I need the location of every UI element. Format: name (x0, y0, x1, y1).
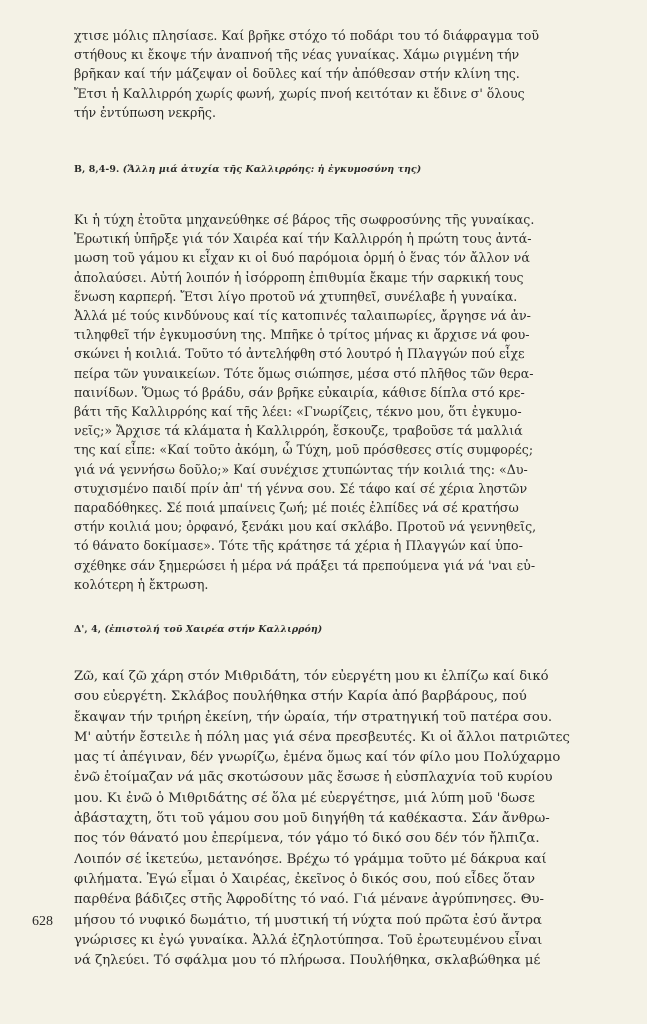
text-line: νεῖς;» Ἄρχισε τά κλάματα ἡ Καλλιρρόη, ἔσκουζε, τραβοῦσε τά μαλλιά (74, 423, 523, 439)
text-line: Μ' αὐτήν ἔστειλε ἡ πόλη μας γιά σένα πρεσβευτές. Κι οἱ ἄλλοι πατριῶτες (74, 729, 570, 745)
text-line: ἀπολαύσει. Αὐτή λοιπόν ἡ ἰσόρροπη ἐπιθυμία ἔκαμε τήν σαρκική τους (74, 269, 524, 285)
text-line: κολότερη ἡ ἔκτρωση. (74, 576, 209, 592)
text-line: χτισε μόλις πλησίασε. Καί βρῆκε στόχο τό ποδάρι του τό διάφραγμα τοῦ (74, 28, 539, 43)
text-line: βάτι τῆς Καλλιρρόης καί τῆς λέει: «Γνωρίζεις, τέκνο μου, ὅτι ἐγκυμο- (74, 404, 522, 420)
text-line: παινίδων. Ὅμως τό βράδυ, σάν βρῆκε εὐκαιρία, κάθισε δίπλα στό κρε- (74, 384, 525, 400)
text-line: Κι ἡ τύχη ἐτοῦτα μηχανεύθηκε σέ βάρος τῆς σωφροσύνης τῆς γυναίκας. (74, 212, 535, 227)
text-line: Ἐρωτική ὑπῆρξε γιά τόν Χαιρέα καί τήν Καλλιρρόη ἡ πρώτη τους ἀντά- (74, 231, 532, 247)
text-line: πείρα τῶν γυναικείων. Τότε ὅμως σιώπησε, μέσα στό πλῆθος τῶν θερα- (74, 365, 534, 381)
text-line: στυχισμένο παιδί πρίν ἀπ' τή γέννα σου. Σέ τάφο καί σέ χέρια ληστῶν (74, 480, 528, 496)
text-line: της καί εἶπε: «Καί τοῦτο ἀκόμη, ὦ Τύχη, μοῦ πρόσθεσες στίς συμφορές; (74, 442, 534, 458)
text-line: παρθένα βάδιζες στῆς Ἀφροδίτης τό ναό. Γιά μένανε ἀγρύπνησες. Θυ- (74, 892, 545, 908)
text-line: μήσου τό νυφικό δωμάτιο, τή μυστική τή νύχτα πού πρῶτα ἐσύ ἄντρα (74, 912, 542, 928)
text-line: πος τόν θάνατό μου ἐπερίμενα, τόν γάμο τό δικό σου δέν τόν ἤλπιζα. (74, 831, 540, 847)
text-line: παραδόθηκες. Σέ ποιά μπαίνεις ζωή; μέ ποιές ἐλπίδες νά σέ κρατήσω (74, 500, 519, 516)
text-block-1 (74, 26, 594, 122)
text-line: σκώνει ἡ κοιλιά. Τοῦτο τό ἀντελήφθη στό λουτρό ἡ Πλαγγών πού εἶχε (74, 346, 525, 362)
section-heading-1 (74, 164, 421, 175)
text-line: μωση τοῦ γάμου κι εἶχαν κι οἱ δυό παρόμοια ὁρμή ὁ ἕνας τόν ἄλλον νά (74, 250, 530, 266)
text-line: ἔκαψαν τήν τριήρη ἐκείνη, τήν ὡραία, τήν στρατηγική τοῦ πατέρα σου. (74, 709, 553, 725)
text-line: Ζῶ, καί ζῶ χάρη στόν Μιθριδάτη, τόν εὐεργέτη μου κι ἐλπίζω καί δικό (74, 669, 549, 684)
text-line: σχέθηκε σάν ξημερώσει ἡ μέρα νά πράξει τά πρεπούμενα γιά νά 'ναι εὐ- (74, 557, 536, 573)
text-line: τιληφθεῖ τήν ἐγκυμοσύνη της. Μπῆκε ὁ τρίτος μήνας κι ἄρχισε νά φου- (74, 327, 530, 343)
text-line: μας τί ἀπέγιναν, δέν γνωρίζω, ἐμένα ὅμως καί τόν φίλο μου Πολύχαρμο (74, 750, 561, 766)
text-block-3 (74, 667, 594, 971)
page-number: 628 (32, 914, 53, 929)
text-line: τήν ἐντύπωση νεκρῆς. (74, 104, 216, 120)
text-line: στήθους κι ἔκοψε τήν ἀναπνοή τῆς νέας γυναίκας. Χάμω ριγμένη τήν (74, 47, 520, 63)
text-line: ἕνωση καρπερή. Ἔτσι λίγο προτοῦ νά χτυπηθεῖ, συνέλαβε ἡ γυναίκα. (74, 288, 518, 304)
section-reference: Δ', 4, (74, 624, 102, 635)
paragraph-2 (74, 210, 594, 594)
text-line: ἐνῶ ἑτοίμαζαν νά μᾶς σκοτώσουν μᾶς ἔσωσε ἡ εὐσπλαχνία τοῦ κυρίου (74, 770, 553, 786)
section-reference: B, 8,4-9. (74, 164, 120, 175)
text-line: νά ζηλεύει. Τό σφάλμα μου τό πλήρωσα. Πουλήθηκα, σκλαβώθηκα μέ (74, 953, 541, 969)
text-line: σου εὐεργέτη. Σκλάβος πουλήθηκα στήν Καρία ἀπό βαρβάρους, πού (74, 689, 527, 705)
paragraph-1 (74, 26, 594, 122)
text-line: φιλήματα. Ἐγώ εἶμαι ὁ Χαιρέας, ἐκεῖνος ὁ δικός σου, πού εἶδες ὅταν (74, 871, 536, 887)
section-title: (ἐπιστολή τοῦ Χαιρέα στήν Καλλιρρόη) (104, 624, 323, 635)
section-title: (Ἄλλη μιά ἀτυχία τῆς Καλλιρρόης: ἡ ἐγκυμοσύνη της) (122, 164, 422, 175)
paragraph-3 (74, 667, 594, 971)
text-line: τό θάνατο δοκίμασε». Τότε τῆς κράτησε τά χέρια ἡ Πλαγγών καί ὑπο- (74, 538, 523, 554)
text-block-2 (74, 210, 594, 594)
text-line: ἀβάσταχτη, ὅτι τοῦ γάμου σου μοῦ διηγήθη τά καθέκαστα. Σάν ἄνθρω- (74, 811, 550, 827)
text-line: στήν κοιλιά μου; ὀρφανό, ξενάκι μου καί σκλάβο. Προτοῦ νά γεννηθεῖς, (74, 519, 537, 535)
text-line: γνώρισες κι ἐγώ γυναίκα. Ἀλλά ἐζηλοτύπησα. Τοῦ ἐρωτευμένου εἶναι (74, 932, 543, 948)
text-line: μου. Κι ἐνῶ ὁ Μιθριδάτης σέ ὅλα μέ εὐεργέτησε, μιά λύπη μοῦ 'δωσε (74, 790, 535, 806)
text-line: Ἔτσι ἡ Καλλιρρόη χωρίς φωνή, χωρίς πνοή κειτόταν κι ἔδινε σ' ὅλους (74, 85, 525, 101)
text-line: γιά νά γεννήσω δοῦλο;» Καί συνέχισε χτυπώντας τήν κοιλιά της: «Δυ- (74, 461, 528, 477)
text-line: Λοιπόν σέ ἱκετεύω, μετανόησε. Βρέχω τό γράμμα τοῦτο μέ δάκρυα καί (74, 851, 547, 867)
text-line: βρῆκαν καί τήν μάζεψαν οἱ δοῦλες καί τήν ἀπόθεσαν στήν κλίνη της. (74, 66, 520, 82)
section-heading-2 (74, 624, 322, 635)
text-line: Ἀλλά μέ τούς κινδύνους καί τίς κατοπινές ταλαιπωρίες, ἄργησε νά ἀν- (74, 308, 531, 324)
